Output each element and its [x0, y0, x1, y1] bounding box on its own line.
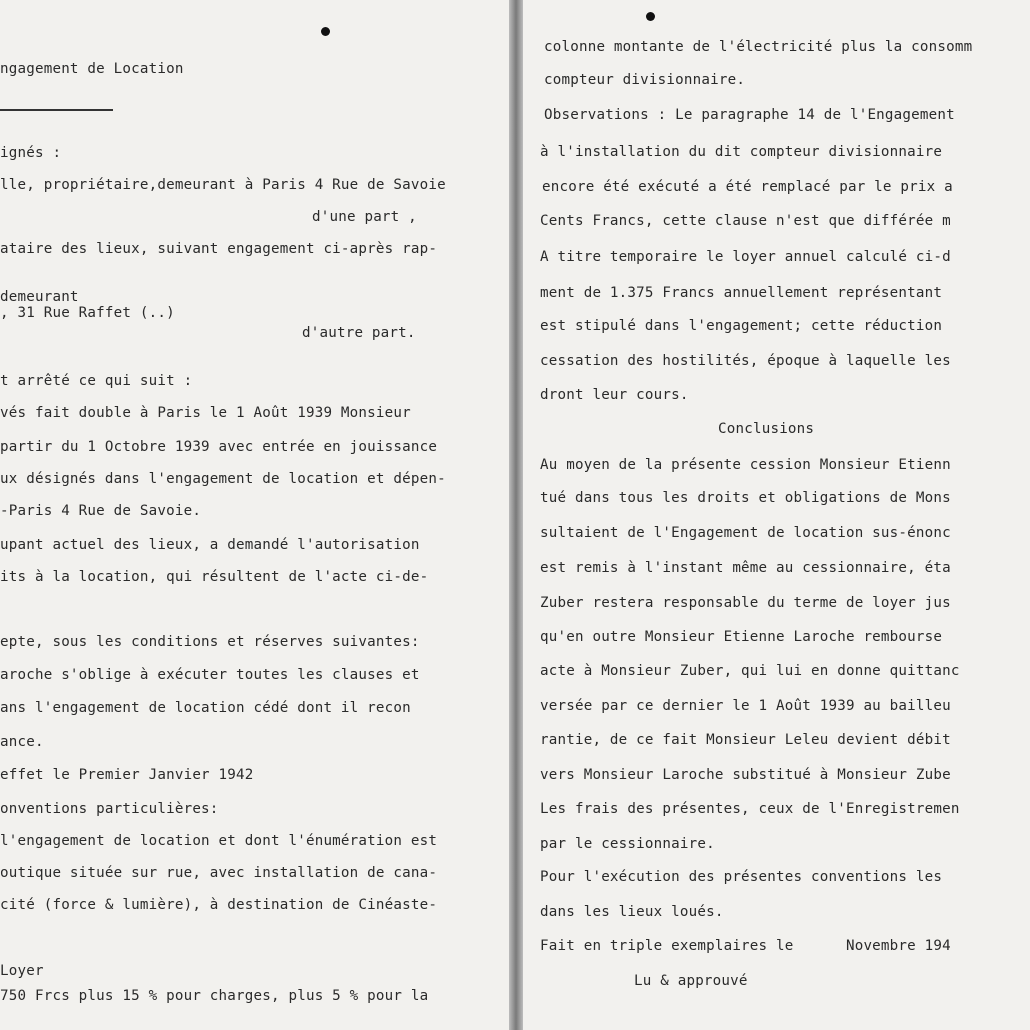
right-document-page [523, 0, 1030, 1030]
left-document-page [0, 0, 509, 1030]
page-gutter [509, 0, 523, 1030]
text-line: effet le Premier Janvier 1942 [0, 767, 254, 783]
text-line: Cents Francs, cette clause n'est que différée m [540, 213, 951, 229]
text-line: 750 Frcs plus 15 % pour charges, plus 5 % pour la [0, 988, 429, 1004]
text-line: est stipulé dans l'engagement; cette réduction [540, 318, 943, 334]
text-line: outique située sur rue, avec installation de cana- [0, 865, 438, 881]
punch-hole [646, 12, 655, 21]
text-line: acte à Monsieur Zuber, qui lui en donne quittanc [540, 663, 960, 679]
text-line: Zuber restera responsable du terme de loyer jus [540, 595, 951, 611]
text-line: epte, sous les conditions et réserves suivantes: [0, 634, 420, 650]
text-line: Au moyen de la présente cession Monsieur Etienn [540, 457, 951, 473]
text-line: dans les lieux loués. [540, 904, 724, 920]
text-line: d'une part , [312, 209, 417, 225]
text-line: its à la location, qui résultent de l'acte ci-de- [0, 569, 429, 585]
section-heading: Loyer [0, 963, 44, 979]
text-line: ataire des lieux, suivant engagement ci-après rap- [0, 241, 438, 257]
text-line: vers Monsieur Laroche substitué à Monsieur Zube [540, 767, 951, 783]
text-line: ux désignés dans l'engagement de location et dépen- [0, 471, 446, 487]
text-line: upant actuel des lieux, a demandé l'autorisation [0, 537, 420, 553]
text-line: ignés : [0, 145, 62, 161]
text-line: partir du 1 Octobre 1939 avec entrée en jouissance [0, 439, 438, 455]
text-line: ans l'engagement de location cédé dont il recon [0, 700, 411, 716]
text-line: qu'en outre Monsieur Etienne Laroche rembourse [540, 629, 943, 645]
text-line: Observations : Le paragraphe 14 de l'Engagement [544, 107, 955, 123]
text-line: Fait en triple exemplaires le Novembre 194 [540, 938, 951, 954]
text-line: rantie, de ce fait Monsieur Leleu devient débit [540, 732, 951, 748]
text-line: A titre temporaire le loyer annuel calculé ci-d [540, 249, 951, 265]
text-line: est remis à l'instant même au cessionnaire, éta [540, 560, 951, 576]
text-line: demeurant [0, 289, 79, 305]
document-title: ngagement de Location [0, 61, 184, 77]
text-line: cessation des hostilités, époque à laquelle les [540, 353, 951, 369]
text-line: -Paris 4 Rue de Savoie. [0, 503, 202, 519]
text-line: sultaient de l'Engagement de location sus-énonc [540, 525, 951, 541]
text-line: lle, propriétaire,demeurant à Paris 4 Rue de Savoie [0, 177, 446, 193]
text-line: ance. [0, 734, 44, 750]
text-line: , 31 Rue Raffet (..) [0, 305, 175, 321]
text-line: colonne montante de l'électricité plus la consomm [544, 39, 973, 55]
text-line: onventions particulières: [0, 801, 219, 817]
punch-hole [321, 27, 330, 36]
text-line: dront leur cours. [540, 387, 689, 403]
text-line: ment de 1.375 Francs annuellement représentant [540, 285, 943, 301]
text-line: tué dans tous les droits et obligations de Mons [540, 490, 951, 506]
text-line: l'engagement de location et dont l'énumération est [0, 833, 438, 849]
text-line: versée par ce dernier le 1 Août 1939 au bailleu [540, 698, 951, 714]
text-line: compteur divisionnaire. [544, 72, 746, 88]
text-line: par le cessionnaire. [540, 836, 715, 852]
signature-note: Lu & approuvé [634, 973, 748, 989]
section-heading: Conclusions [718, 421, 815, 437]
text-line: t arrêté ce qui suit : [0, 373, 193, 389]
text-line: encore été exécuté a été remplacé par le prix a [542, 179, 953, 195]
text-line: d'autre part. [302, 325, 416, 341]
text-line: à l'installation du dit compteur divisionnaire [540, 144, 943, 160]
text-line: aroche s'oblige à exécuter toutes les clauses et [0, 667, 420, 683]
text-line: vés fait double à Paris le 1 Août 1939 Monsieur [0, 405, 411, 421]
title-underline [0, 109, 113, 111]
text-line: cité (force & lumière), à destination de Cinéaste- [0, 897, 438, 913]
text-line: Pour l'exécution des présentes conventions les [540, 869, 943, 885]
text-line: Les frais des présentes, ceux de l'Enregistremen [540, 801, 960, 817]
